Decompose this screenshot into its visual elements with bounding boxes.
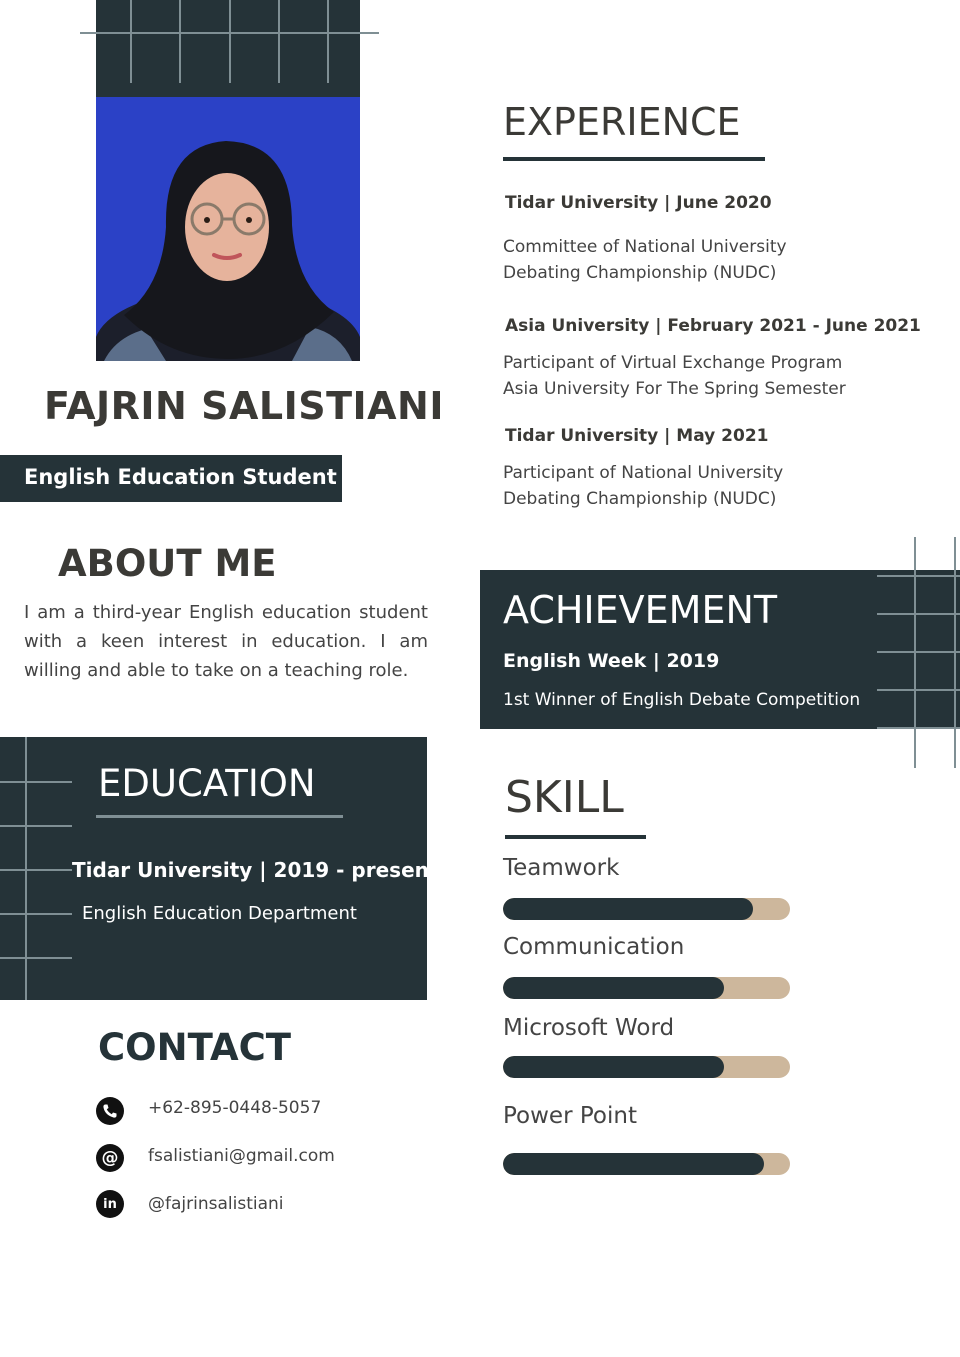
about-text: I am a third-year English education student with a keen interest in education. I am willing and able to take on a teaching role. <box>24 602 428 681</box>
contact-title: CONTACT <box>98 1026 291 1069</box>
grid-line <box>327 0 329 83</box>
at-icon: @ <box>96 1144 124 1172</box>
skill-label: Power Point <box>503 1103 637 1129</box>
skill-bar <box>503 977 790 999</box>
skill-bar-fill <box>503 977 724 999</box>
achievement-desc: 1st Winner of English Debate Competition <box>503 690 861 710</box>
skill-bar-fill <box>503 898 753 920</box>
achievement-title: ACHIEVEMENT <box>503 588 778 632</box>
grid-line <box>0 825 72 827</box>
grid-line <box>877 613 960 615</box>
contact-email-link[interactable]: fsalistiani@gmail.com <box>148 1146 335 1166</box>
education-school: Tidar University | 2019 - present <box>72 858 439 882</box>
grid-line <box>877 575 960 577</box>
header-decor-block <box>96 0 360 97</box>
experience-heading: Asia University | February 2021 - June 2021 <box>505 316 921 336</box>
education-underline <box>96 815 343 818</box>
experience-desc-line: Debating Championship (NUDC) <box>503 263 777 283</box>
grid-line <box>0 913 72 915</box>
profile-name: FAJRIN SALISTIANI <box>44 384 444 428</box>
grid-line <box>877 651 960 653</box>
experience-desc <box>503 350 846 402</box>
contact-linkedin-link[interactable]: @fajrinsalistiani <box>148 1194 284 1214</box>
grid-line <box>0 957 72 959</box>
grid-line <box>877 727 960 729</box>
skill-label: Microsoft Word <box>503 1015 675 1041</box>
grid-line <box>877 689 960 691</box>
experience-desc <box>503 234 787 286</box>
grid-line <box>229 0 231 83</box>
person-illustration <box>96 97 360 361</box>
education-department: English Education Department <box>82 903 357 924</box>
skill-bar-fill <box>503 1153 764 1175</box>
experience-desc <box>503 460 783 512</box>
experience-heading: Tidar University | June 2020 <box>505 193 772 213</box>
skill-bar-fill <box>503 1056 724 1078</box>
grid-line <box>0 781 72 783</box>
experience-underline <box>503 157 765 161</box>
skill-bar <box>503 1056 790 1078</box>
grid-line <box>278 0 280 83</box>
skill-underline <box>505 835 646 839</box>
grid-line <box>130 0 132 83</box>
experience-title: EXPERIENCE <box>503 100 741 144</box>
about-title: ABOUT ME <box>58 542 277 585</box>
achievement-heading: English Week | 2019 <box>503 650 720 672</box>
experience-heading: Tidar University | May 2021 <box>505 426 769 446</box>
skill-label: Communication <box>503 934 685 960</box>
contact-phone-link[interactable]: +62-895-0448-5057 <box>148 1098 322 1118</box>
profile-role: English Education Student <box>24 465 337 489</box>
experience-desc-line: Committee of National University <box>503 237 787 257</box>
grid-line <box>0 869 72 871</box>
experience-desc-line: Participant of National University <box>503 463 784 483</box>
grid-line <box>179 0 181 83</box>
skill-label: Teamwork <box>503 855 620 881</box>
skill-title: SKILL <box>505 772 624 823</box>
profile-photo <box>96 97 360 361</box>
experience-desc-line: Participant of Virtual Exchange Program <box>503 353 843 373</box>
education-title: EDUCATION <box>98 762 316 805</box>
experience-desc-line: Asia University For The Spring Semester <box>503 379 846 399</box>
phone-icon <box>96 1097 124 1125</box>
skill-bar <box>503 1153 790 1175</box>
skill-bar <box>503 898 790 920</box>
experience-desc-line: Debating Championship (NUDC) <box>503 489 777 509</box>
linkedin-icon: in <box>96 1190 124 1218</box>
